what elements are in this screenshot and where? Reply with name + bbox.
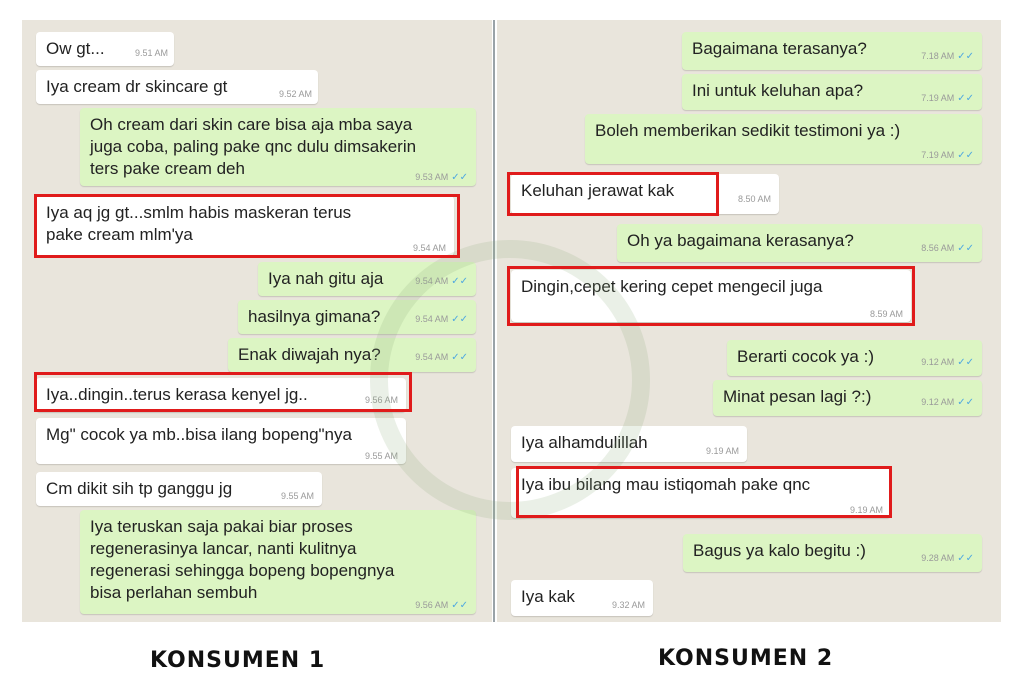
- double-check-icon: ✓✓: [451, 276, 468, 287]
- message-text: Boleh memberikan sedikit testimoni ya :): [595, 121, 901, 140]
- message-time: [415, 172, 468, 183]
- message-time-value: 9.54 AM: [415, 314, 449, 324]
- message-text: Bagus ya kalo begitu :): [693, 541, 866, 560]
- message-time: 8.50 AM: [737, 194, 771, 204]
- double-check-icon: ✓✓: [451, 314, 468, 325]
- message-time-value: 7.18 AM: [921, 51, 955, 61]
- chat-bubble-outgoing: [682, 74, 982, 110]
- chat-bubble-outgoing: [80, 108, 476, 186]
- chat-bubble-outgoing: [617, 224, 982, 262]
- chat-bubble-outgoing: [713, 380, 982, 416]
- chat-bubble-outgoing: [585, 114, 982, 164]
- double-check-icon: ✓✓: [957, 243, 974, 254]
- message-text: Oh ya bagaimana kerasanya?: [627, 231, 854, 250]
- message-time: [921, 553, 974, 564]
- message-text: Iya cream dr skincare gt: [46, 77, 228, 96]
- message-text: Iya teruskan saja pakai biar proses regenerasinya lancar, nanti kulitnya regenerasi sehingga bopeng bopengnya bisa perlahan sembuh: [90, 517, 395, 602]
- message-text: Iya nah gitu aja: [268, 269, 384, 288]
- chat-bubble-incoming: [36, 196, 454, 256]
- label-konsumen-2: KONSUMEN 2: [658, 646, 834, 671]
- message-text: Berarti cocok ya :): [737, 347, 874, 366]
- message-time: 8.59 AM: [869, 309, 903, 319]
- double-check-icon: ✓✓: [957, 553, 974, 564]
- message-time: 9.32 AM: [611, 600, 645, 610]
- message-text: Oh cream dari skin care bisa aja mba saya juga coba, paling pake qnc dulu dimsakerin ters pake cream deh: [90, 115, 417, 178]
- double-check-icon: ✓✓: [451, 172, 468, 183]
- double-check-icon: ✓✓: [957, 357, 974, 368]
- message-time: 9.55 AM: [280, 491, 314, 501]
- message-time-value: 9.12 AM: [921, 397, 955, 407]
- message-time-value: 7.19 AM: [921, 150, 955, 160]
- message-text: Minat pesan lagi ?:): [723, 387, 872, 406]
- message-text: Iya..dingin..terus kerasa kenyel jg..: [46, 385, 308, 404]
- label-konsumen-1: KONSUMEN 1: [150, 648, 326, 673]
- message-text: Cm dikit sih tp ganggu jg: [46, 479, 233, 498]
- double-check-icon: ✓✓: [451, 600, 468, 611]
- message-time-value: 9.12 AM: [921, 357, 955, 367]
- double-check-icon: ✓✓: [451, 352, 468, 363]
- message-time: [921, 397, 974, 408]
- double-check-icon: ✓✓: [957, 397, 974, 408]
- chat-bubble-incoming: [36, 472, 322, 506]
- message-text: Iya ibu bilang mau istiqomah pake qnc: [521, 475, 811, 494]
- message-time: [921, 150, 974, 161]
- message-text: Ini untuk keluhan apa?: [692, 81, 864, 100]
- message-time-value: 9.54 AM: [415, 352, 449, 362]
- message-text: Iya kak: [521, 587, 575, 606]
- chat-bubble-outgoing: [683, 534, 982, 572]
- message-time: 9.55 AM: [364, 451, 398, 461]
- chat-bubble-outgoing: [682, 32, 982, 70]
- watermark-logo: [370, 240, 650, 520]
- double-check-icon: ✓✓: [957, 93, 974, 104]
- chat-bubble-incoming: [36, 32, 174, 66]
- message-time: 9.19 AM: [849, 505, 883, 515]
- chat-bubble-incoming: [36, 378, 406, 412]
- message-text: hasilnya gimana?: [248, 307, 381, 326]
- message-time-value: 9.53 AM: [415, 172, 449, 182]
- chat-bubble-incoming: [36, 418, 406, 464]
- message-text: Ow gt...: [46, 39, 105, 58]
- chat-bubble-outgoing: [80, 510, 476, 614]
- message-time: 9.19 AM: [705, 446, 739, 456]
- message-text: Iya alhamdulillah: [521, 433, 648, 452]
- chat-bubble-incoming: [511, 580, 653, 616]
- message-time: [415, 600, 468, 611]
- message-time: [921, 243, 974, 254]
- message-time-value: 9.28 AM: [921, 553, 955, 563]
- chat-bubble-outgoing: [727, 340, 982, 376]
- message-text: Mg" cocok ya mb..bisa ilang bopeng"nya: [46, 425, 352, 444]
- message-text: Enak diwajah nya?: [238, 345, 381, 364]
- message-time: [921, 93, 974, 104]
- message-text: Bagaimana terasanya?: [692, 39, 867, 58]
- message-time: 9.52 AM: [278, 89, 312, 99]
- chat-bubble-incoming: [36, 70, 318, 104]
- message-time-value: 9.56 AM: [415, 600, 449, 610]
- message-time: 9.56 AM: [364, 395, 398, 405]
- double-check-icon: ✓✓: [957, 150, 974, 161]
- double-check-icon: ✓✓: [957, 51, 974, 62]
- message-time: 9.51 AM: [134, 48, 168, 58]
- message-text: Iya aq jg gt...smlm habis maskeran terus pake cream mlm'ya: [46, 203, 352, 244]
- message-time: 9.54 AM: [412, 243, 446, 253]
- message-time: [921, 357, 974, 368]
- message-time-value: 7.19 AM: [921, 93, 955, 103]
- message-time-value: 8.56 AM: [921, 243, 955, 253]
- message-text: Keluhan jerawat kak: [521, 181, 675, 200]
- message-time-value: 9.54 AM: [415, 276, 449, 286]
- message-time: [921, 51, 974, 62]
- chat-bubble-incoming: [511, 174, 779, 214]
- message-text: Dingin,cepet kering cepet mengecil juga: [521, 277, 823, 296]
